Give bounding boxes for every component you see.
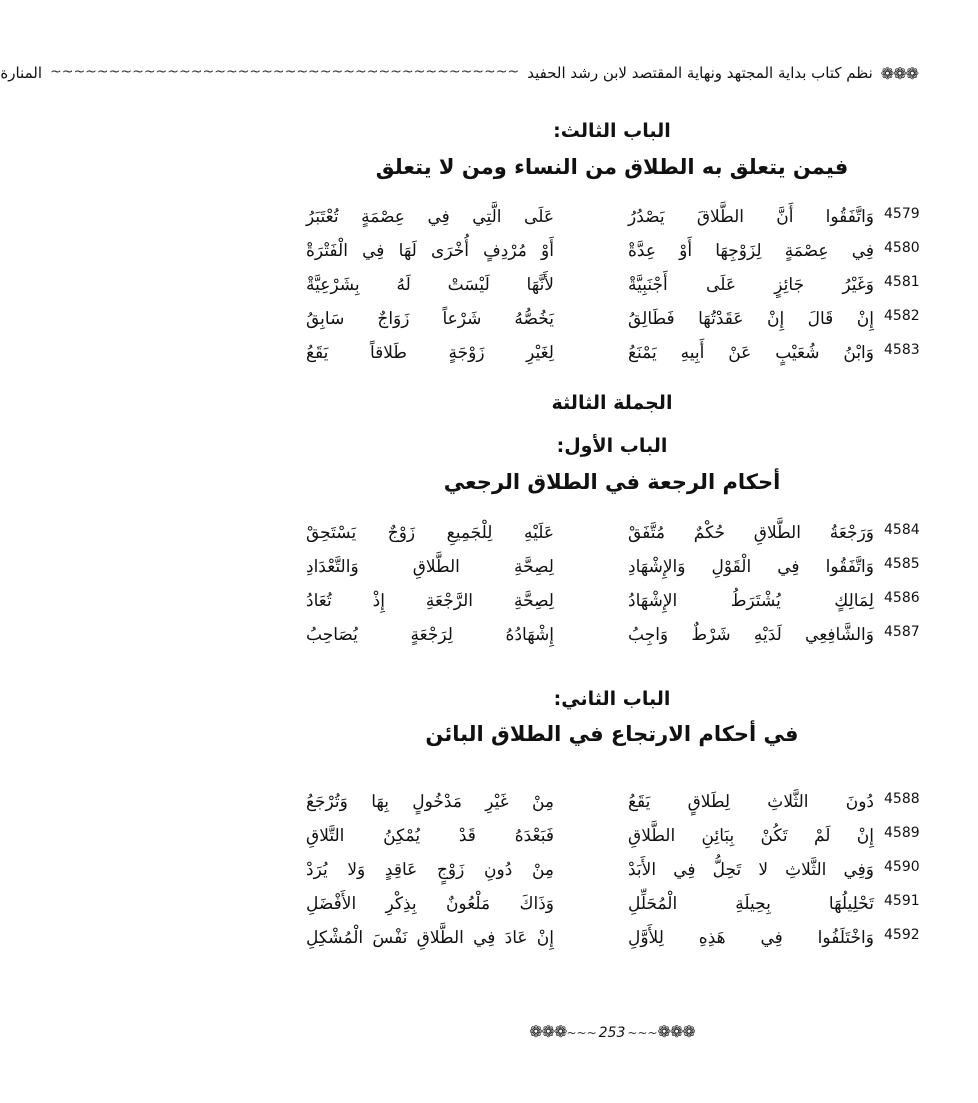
chapter-title-3: فيمن يتعلق به الطلاق من النساء ومن لا يتعلق	[375, 155, 849, 179]
verse-row	[306, 550, 934, 584]
verse-first-half: وَالشَّافِعِي لَدَيْهِ شَرْطٌ وَاجِبُ	[628, 625, 874, 645]
verse-first-half: وَاتَّفَقُوا أَنَّ الطَّلاقَ يَصْدُرُ	[628, 207, 874, 227]
verse-row	[306, 819, 934, 853]
verse-second-half: يَخُصُّهُ شَرْعاً زَوَاجٌ سَابِقُ	[306, 309, 554, 329]
verse-first-half: وَفِي الثَّلاثِ لا تَحِلُّ فِي الأَبَدْ	[628, 860, 874, 880]
verse-second-half: إِشْهَادُهُ لِرَجْعَةٍ يُصَاحِبُ	[306, 625, 554, 645]
verse-number: 4588	[884, 791, 920, 807]
verse-number: 4585	[884, 556, 920, 572]
verse-row	[306, 785, 934, 819]
verse-second-half: عَلَى الَّتِي فِي عِصْمَةٍ تُعْتَبَرُ	[306, 207, 554, 227]
verse-row	[306, 516, 934, 550]
book-title: نظم كتاب بداية المجتهد ونهاية المقتصد لابن رشد الحفيد	[527, 64, 873, 82]
verse-second-half: مِنْ غَيْرِ مَدْخُولٍ بِهَا وَتُرْجَعُ	[306, 792, 554, 812]
verse-first-half: وَاخْتَلَفُوا فِي هَذِهِ لِلأَوَّلِ	[628, 928, 874, 948]
verse-block-1	[306, 200, 934, 370]
verse-number: 4583	[884, 342, 920, 358]
verse-first-half: فِي عِصْمَةٍ لِزَوْجِهَا أَوْ عِدَّةْ	[628, 241, 874, 261]
verse-block-3	[306, 785, 934, 955]
verse-number: 4590	[884, 859, 920, 875]
verse-second-half: إِنْ عَادَ فِي الطَّلاقِ نَفْسَ الْمُشْكِلِ	[306, 928, 554, 948]
page-footer	[306, 1022, 918, 1041]
verse-first-half: لِمَالِكٍ يُشْتَرَطُ الإِشْهَادُ	[628, 591, 874, 611]
verse-second-half: مِنْ دُونِ زَوْجٍ عَاقِدٍ وَلا يُرَدْ	[306, 860, 554, 880]
verse-number: 4582	[884, 308, 920, 324]
verse-first-half: وَرَجْعَةُ الطَّلاقِ حُكْمٌ مُتَّفَقْ	[628, 523, 874, 543]
verse-number: 4592	[884, 927, 920, 943]
verse-second-half: لأَنَّهَا لَيْسَتْ لَهُ بِشَرْعِيَّةْ	[306, 275, 554, 295]
verse-first-half: وَابْنُ شُعَيْبٍ عَنْ أَبِيهِ يَمْنَعُ	[628, 343, 874, 363]
verse-number: 4589	[884, 825, 920, 841]
chapter-title-1: أحكام الرجعة في الطلاق الرجعي	[443, 470, 781, 494]
verse-row	[306, 921, 934, 955]
footer-dash-icon: ~~~	[627, 1026, 658, 1040]
section-name: المنارة	[0, 64, 42, 82]
header-divider: ~~~~~~~~~~~~~~~~~~~~~~~~~~~~~~~~~~~~~~~~	[49, 64, 520, 80]
verse-row	[306, 584, 934, 618]
verse-row	[306, 336, 934, 370]
header-ornament: ❁❁❁	[880, 63, 918, 83]
verse-second-half: وَذَاكَ مَلْعُونٌ بِذِكْرِ الأَفْضَلِ	[306, 894, 554, 914]
verse-first-half: إِنْ لَمْ تَكُنْ بِبَائِنِ الطَّلاقِ	[628, 826, 874, 846]
verse-first-half: تَحْلِيلُهَا بِحِيلَةِ الْمُحَلِّلِ	[628, 894, 874, 914]
verse-row	[306, 887, 934, 921]
footer-ornament-right: ❁❁❁	[657, 1022, 695, 1041]
verse-first-half: دُونَ الثَّلاثِ لِطَلاقٍ يَقَعُ	[628, 792, 874, 812]
verse-first-half: وَاتَّفَقُوا فِي الْقَوْلِ وَالإِشْهَادِ	[628, 557, 874, 577]
chapter-title-2: في أحكام الارتجاع في الطلاق البائن	[425, 722, 799, 746]
verse-second-half: لِصِحَّةِ الرَّجْعَةِ إِذْ تُعَادُ	[306, 591, 554, 611]
footer-ornament-left: ❁❁❁	[529, 1022, 567, 1041]
verse-first-half: وَغَيْرُ جَائِزٍ عَلَى أَجْنَبِيَّةْ	[628, 275, 874, 295]
verse-number: 4581	[884, 274, 920, 290]
verse-row	[306, 302, 934, 336]
running-header	[0, 58, 918, 88]
chapter-heading-1: الباب الأول:	[556, 435, 668, 457]
verse-second-half: عَلَيْهِ لِلْجَمِيعِ زَوْجٌ يَسْتَحِقْ	[306, 523, 554, 543]
part-heading: الجملة الثالثة	[551, 392, 673, 414]
verse-row	[306, 853, 934, 887]
verse-number: 4580	[884, 240, 920, 256]
chapter-heading-3: الباب الثالث:	[553, 120, 671, 142]
chapter-heading-2: الباب الثاني:	[553, 688, 671, 710]
verse-number: 4579	[884, 206, 920, 222]
verse-row	[306, 200, 934, 234]
verse-row	[306, 234, 934, 268]
verse-block-2	[306, 516, 934, 652]
verse-number: 4591	[884, 893, 920, 909]
verse-second-half: أَوْ مُرْدِفٍ أُخْرَى لَهَا فِي الْفَتْرَةْ	[306, 241, 554, 261]
verse-second-half: لِغَيْرِ زَوْجَةٍ طَلاقاً يَقَعُ	[306, 343, 554, 363]
verse-number: 4587	[884, 624, 920, 640]
verse-second-half: لِصِحَّةِ الطَّلاقِ وَالتَّعْدَادِ	[306, 557, 554, 577]
verse-row	[306, 618, 934, 652]
footer-dash-icon: ~~~	[566, 1026, 597, 1040]
verse-number: 4586	[884, 590, 920, 606]
verse-number: 4584	[884, 522, 920, 538]
verse-row	[306, 268, 934, 302]
verse-first-half: إِنْ قَالَ إِنْ عَقَدْتُهَا فَطَالِقُ	[628, 309, 874, 329]
page-number: 253	[598, 1025, 626, 1041]
verse-second-half: فَبَعْدَهُ قَدْ يُمْكِنُ التَّلاقِ	[306, 826, 554, 846]
